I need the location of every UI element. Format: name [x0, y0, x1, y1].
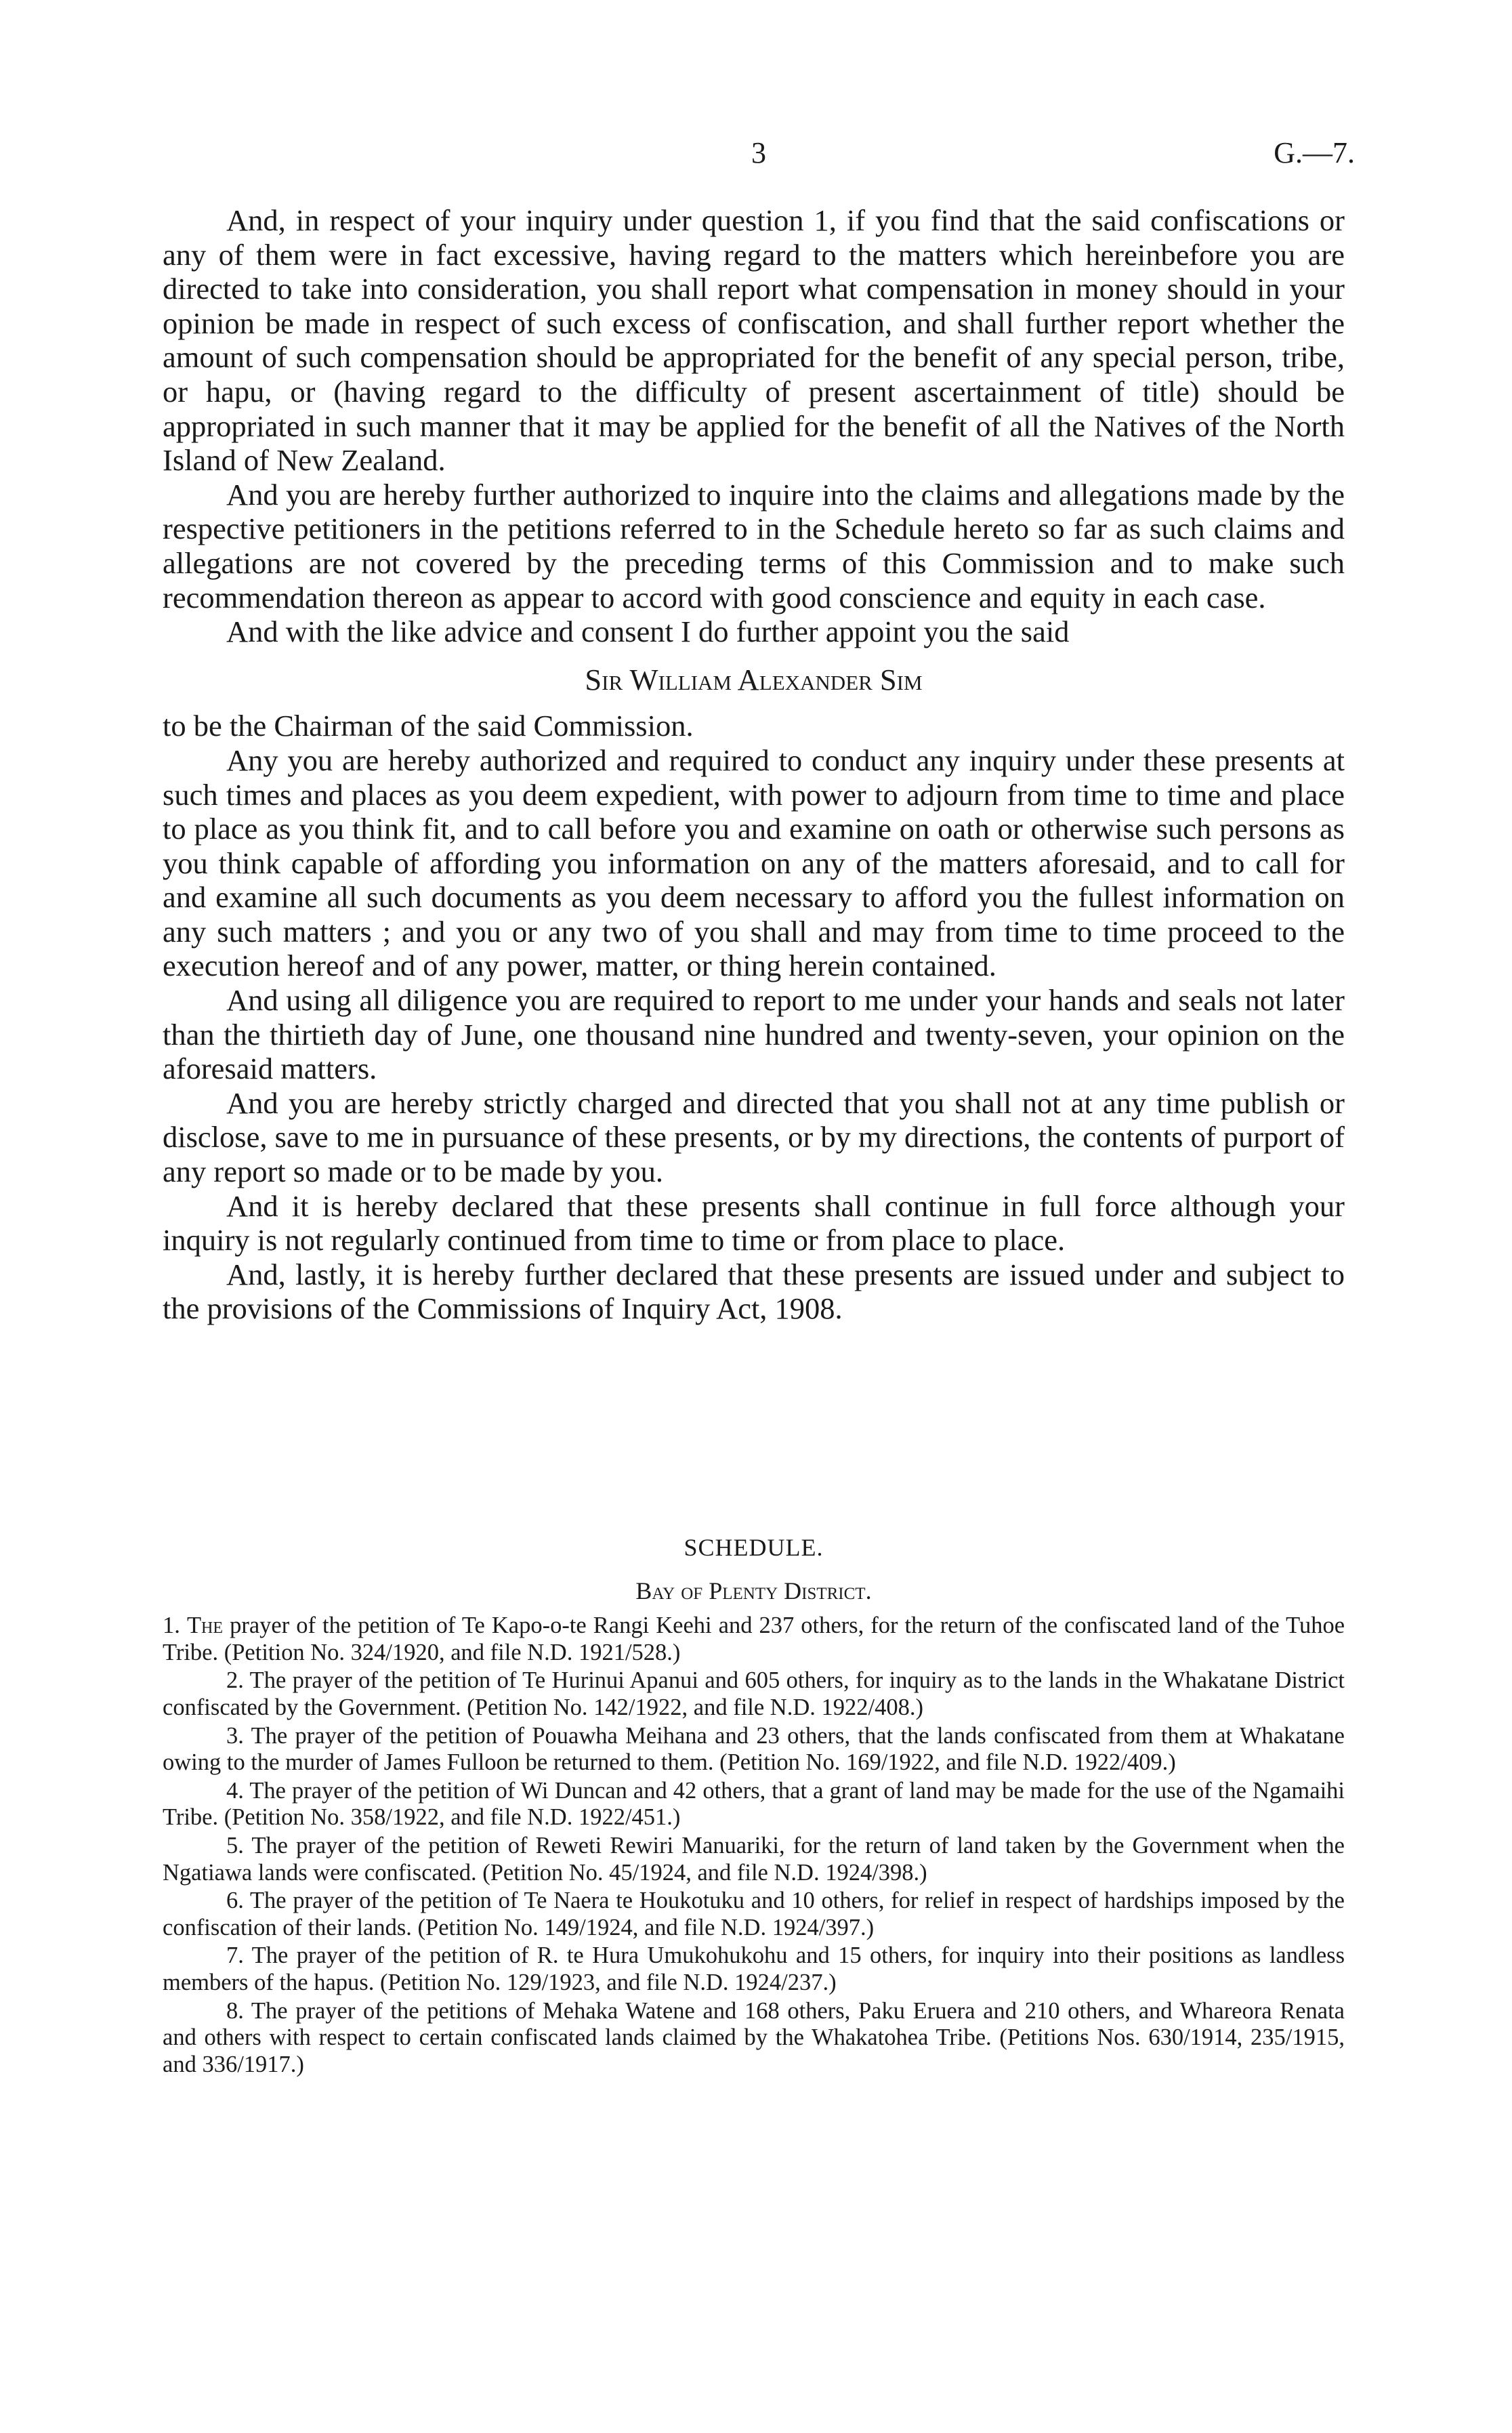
schedule-item	[163, 1613, 1345, 1666]
schedule-item	[163, 1998, 1345, 2079]
schedule-item-number: 6.	[226, 1888, 244, 1914]
schedule-item-text: The prayer of the petitions of Mehaka Watene and 168 others, Paku Eruera and 210 others, and Whareora Renata and others with respect to certain confiscated lands claimed by the Whakatohea Tribe. (Petitions Nos. 630/1914, 235/1915, and 336/1917.)	[163, 1997, 1345, 2077]
schedule-item-number: 5.	[226, 1832, 244, 1858]
schedule-item	[163, 1667, 1345, 1721]
schedule-item-text: The prayer of the petition of Pouawha Meihana and 23 others, that the lands confiscated from them at Whakatane owing to the murder of James Fulloon be returned to them. (Petition No. 169/1922, and file N.D. 1922/409.)	[163, 1722, 1345, 1776]
schedule	[163, 1535, 1345, 2079]
schedule-item-number: 2.	[226, 1667, 244, 1694]
schedule-title: SCHEDULE.	[684, 1534, 824, 1561]
schedule-item-number: 1.	[163, 1613, 180, 1639]
schedule-item-number: 7.	[226, 1942, 244, 1969]
schedule-item-number: 8.	[226, 1997, 244, 2024]
schedule-item-text: The prayer of the petition of Te Naera te Houkotuku and 10 others, for relief in respect of hardships imposed by the confiscation of their lands. (Petition No. 149/1924, and file N.D. 1924/397.)	[163, 1888, 1345, 1940]
paragraph-powers: Any you are hereby authorized and required to conduct any inquiry under these presents at such times and places as you deem expedient, with power to adjourn from time to time and place to place as you think fit, and to call before you and examine on oath or otherwise such persons as you think capable of affording you information on any of the matters aforesaid, and to call for and examine all such documents as you deem necessary to afford you the fullest information on any such matters ; and you or any two of you shall and may from time to time proceed to the execution hereof and of any power, matter, or thing herein contained.	[163, 743, 1345, 983]
paragraph-appointment: And with the like advice and consent I do further appoint you the said	[226, 615, 1070, 649]
schedule-item-text: prayer of the petition of Te Kapo-o-te Rangi Keehi and 237 others, for the return of the confiscated land of the Tuhoe Tribe. (Petition No. 324/1920, and file N.D. 1921/528.)	[163, 1613, 1345, 1665]
paragraph-continuance: And it is hereby declared that these presents shall continue in full force although your inquiry is not regularly continued from time to time or from place to place.	[163, 1188, 1345, 1257]
commission-body	[163, 203, 1345, 1326]
paragraph-compensation: And, in respect of your inquiry under question 1, if you find that the said confiscations or any of them were in fact excessive, having regard to the matters which hereinbefore you are directed to take into consideration, you shall report what compensation in money should in your opinion be made in respect of such excess of confiscation, and shall further report whether the amount of such compensation should be appropriated for the benefit of any special person, tribe, or hapu, or (having regard to the difficulty of present ascertainment of title) should be appropriated in such manner that it may be applied for the benefit of all the Natives of the North Island of New Zealand.	[163, 203, 1345, 478]
page-number: 3	[751, 136, 766, 169]
paragraph-confidentiality: And you are hereby strictly charged and directed that you shall not at any time publish or disclose, save to me in pursuance of these presents, or by my directions, the contents of purport of any report so made or to be made by you.	[163, 1085, 1345, 1189]
page-header	[163, 136, 1355, 176]
schedule-item-text: The prayer of the petition of Te Hurinui Apanui and 605 others, for inquiry as to the lands in the Whakatane District confiscated by the Government. (Petition No. 142/1922, and file N.D. 1922/408.)	[163, 1667, 1345, 1720]
paragraph-act-provisions: And, lastly, it is hereby further declared that these presents are issued under and subject to the provisions of the Commissions of Inquiry Act, 1908.	[163, 1257, 1345, 1326]
appointee-name-text: Sir William Alexander Sim	[585, 662, 923, 696]
schedule-district: Bay of Plenty District.	[635, 1577, 872, 1604]
appointee-name	[163, 663, 1345, 697]
schedule-item	[163, 1778, 1345, 1831]
paragraph-report-deadline: And using all diligence you are required to report to me under your hands and seals not later than the thirtieth day of June, one thousand nine hundred and twenty-seven, your opinion on the aforesaid matters.	[163, 983, 1345, 1086]
schedule-item	[163, 1833, 1345, 1886]
schedule-item	[163, 1942, 1345, 1996]
schedule-item-text: The prayer of the petition of R. te Hura Umukohukohu and 15 others, for inquiry into their positions as landless members of the hapus. (Petition No. 129/1923, and file N.D. 1924/237.)	[163, 1942, 1345, 1995]
document-reference: G.—7.	[1274, 136, 1355, 169]
paragraph-petitions: And you are hereby further authorized to inquire into the claims and allegations made by the respective petitioners in the petitions referred to in the Schedule hereto so far as such claims and allegations are not covered by the preceding terms of this Commission and to make such recommendation thereon as appear to accord with good conscience and equity in each case.	[163, 477, 1345, 615]
schedule-item	[163, 1888, 1345, 1941]
schedule-item	[163, 1723, 1345, 1776]
schedule-item-number: 4.	[226, 1777, 244, 1804]
schedule-item-number: 3.	[226, 1722, 244, 1749]
schedule-item-text: The prayer of the petition of Wi Duncan and 42 others, that a grant of land may be made for the use of the Ngamaihi Tribe. (Petition No. 358/1922, and file N.D. 1922/451.)	[163, 1777, 1345, 1831]
schedule-item-text: The prayer of the petition of Reweti Rewiri Manuariki, for the return of land taken by the Government when the Ngatiawa lands were confiscated. (Petition No. 45/1924, and file N.D. 1924/398.)	[163, 1832, 1345, 1886]
schedule-item-lead: The	[186, 1613, 224, 1639]
paragraph-chairman: to be the Chairman of the said Commission.	[163, 709, 694, 743]
